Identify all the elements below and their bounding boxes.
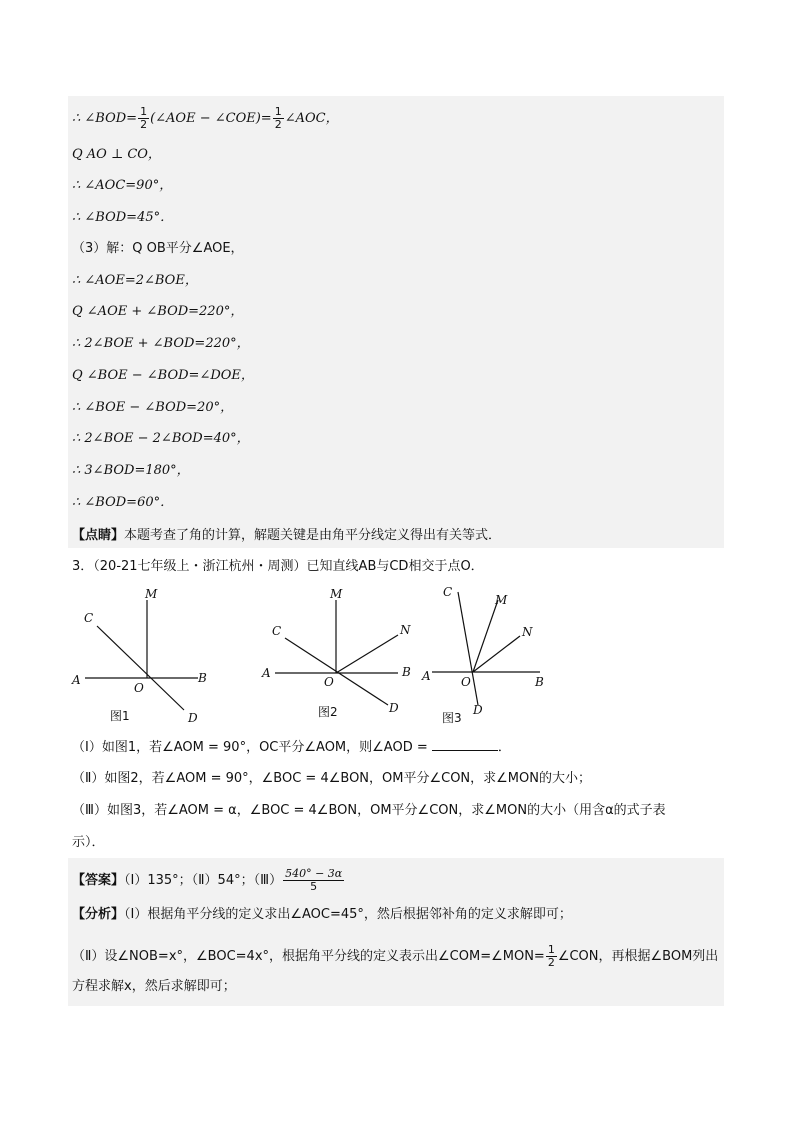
analysis-label: 【分析】 <box>72 907 125 922</box>
solution-line-8: ∴ 2∠BOE + ∠BOD=220°， <box>72 336 250 351</box>
question-1: （Ⅰ）如图1，若∠AOM = 90°，OC平分∠AOM，则∠AOD = ． <box>72 740 511 755</box>
figure-1 <box>71 587 207 725</box>
fig3-caption: 图3 <box>442 711 462 725</box>
fig2-label-a: A <box>262 666 271 680</box>
question-3-line-2: 示）． <box>72 835 105 850</box>
solution-line-7: Q ∠AOE + ∠BOD=220°， <box>72 304 244 319</box>
analysis-line-1: 【分析】（Ⅰ）根据角平分线的定义求出∠AOC=45°，然后根据邻补角的定义求解即可； <box>72 907 572 922</box>
fig2-caption: 图2 <box>318 705 338 719</box>
fig2-label-o: O <box>324 675 334 689</box>
question-2: （Ⅱ）如图2，若∠AOM = 90°，∠BOC = 4∠BON，OM平分∠CON，求∠MON的大小； <box>72 771 591 786</box>
dianjing-line <box>72 527 501 545</box>
solution-line-9: Q ∠BOE − ∠BOD=∠DOE， <box>72 368 254 383</box>
analysis-line-2: （Ⅱ）设∠NOB=x°，∠BOC=4x°，根据角平分线的定义表示出∠COM=∠MON= $\frac{1}{2}$ ∠CON，再根据∠BOM列出 <box>72 943 719 969</box>
question-3-line-1: （Ⅲ）如图3，若∠AOM = α，∠BOC = 4∠BON，OM平分∠CON，求∠MON的大小（用含α的式子表 <box>72 803 666 818</box>
fig3-label-c: C <box>443 585 453 599</box>
fig3-label-b: B <box>535 675 544 689</box>
fig1-label-d: D <box>188 711 198 725</box>
figure-2 <box>261 587 411 719</box>
solution-line-2: Q AO ⊥ CO， <box>72 147 161 162</box>
problem-title: 3．（20-21七年级上・浙江杭州・周测）已知直线AB与CD相交于点O． <box>72 559 484 574</box>
answer-line: 【答案】（Ⅰ）135°；（Ⅱ）54°；（Ⅲ） $\frac{540^\circ - 3\alpha}{5}$ <box>72 867 343 893</box>
fig1-label-m: M <box>145 587 158 601</box>
dianjing-label: 【点睛】 <box>72 528 125 543</box>
analysis-line-3: 方程求解x，然后求解即可； <box>72 979 236 994</box>
solution-line-3: ∴ ∠AOC=90°， <box>72 178 173 193</box>
answer-blank[interactable] <box>432 738 498 751</box>
fig3-label-d: D <box>473 703 483 717</box>
answer-label: 【答案】 <box>72 873 125 888</box>
fig1-label-o: O <box>134 681 144 695</box>
fig3-label-n: N <box>522 625 533 639</box>
geometry-figures <box>0 580 794 730</box>
solution-line-4: ∴ ∠BOD=45°． <box>72 210 174 225</box>
fig2-label-b: B <box>402 665 411 679</box>
fraction: $\frac{1}{2}$ <box>140 105 148 131</box>
figure-3 <box>421 585 544 725</box>
fraction: $\frac{1}{2}$ <box>274 105 282 131</box>
fig2-label-n: N <box>400 623 411 637</box>
fig3-label-m: M <box>495 593 508 607</box>
solution-line-10: ∴ ∠BOE − ∠BOD=20°， <box>72 400 234 415</box>
fig2-label-m: M <box>330 587 343 601</box>
solution-line-13: ∴ ∠BOD=60°． <box>72 495 174 510</box>
fig2-label-c: C <box>272 624 282 638</box>
fig2-label-d: D <box>389 701 399 715</box>
solution-line-12: ∴ 3∠BOD=180°， <box>72 463 190 478</box>
solution-line-5: （3）解：Q OB平分∠AOE， <box>72 241 244 256</box>
solution-line-11: ∴ 2∠BOE − 2∠BOD=40°， <box>72 431 250 446</box>
fig3-label-o: O <box>461 675 471 689</box>
dianjing-text: 本题考查了角的计算，解题关键是由角平分线定义得出有关等式． <box>124 528 502 543</box>
solution-band <box>68 96 724 548</box>
fraction: $\frac{1}{2}$ <box>547 943 555 969</box>
solution-line-1: ∴ ∠BOD= $\frac{1}{2}$ (∠AOE − ∠COE)= $\frac{1}{2}$ ∠AOC， <box>72 105 339 131</box>
fig1-caption: 图1 <box>110 709 130 723</box>
fig1-label-b: B <box>198 671 207 685</box>
solution-line-6: ∴ ∠AOE=2∠BOE， <box>72 273 198 288</box>
fig1-label-c: C <box>84 611 94 625</box>
fig3-label-a: A <box>422 669 431 683</box>
fig1-label-a: A <box>72 673 81 687</box>
answer-fraction: $\frac{540^\circ - 3\alpha}{5}$ <box>285 867 343 893</box>
